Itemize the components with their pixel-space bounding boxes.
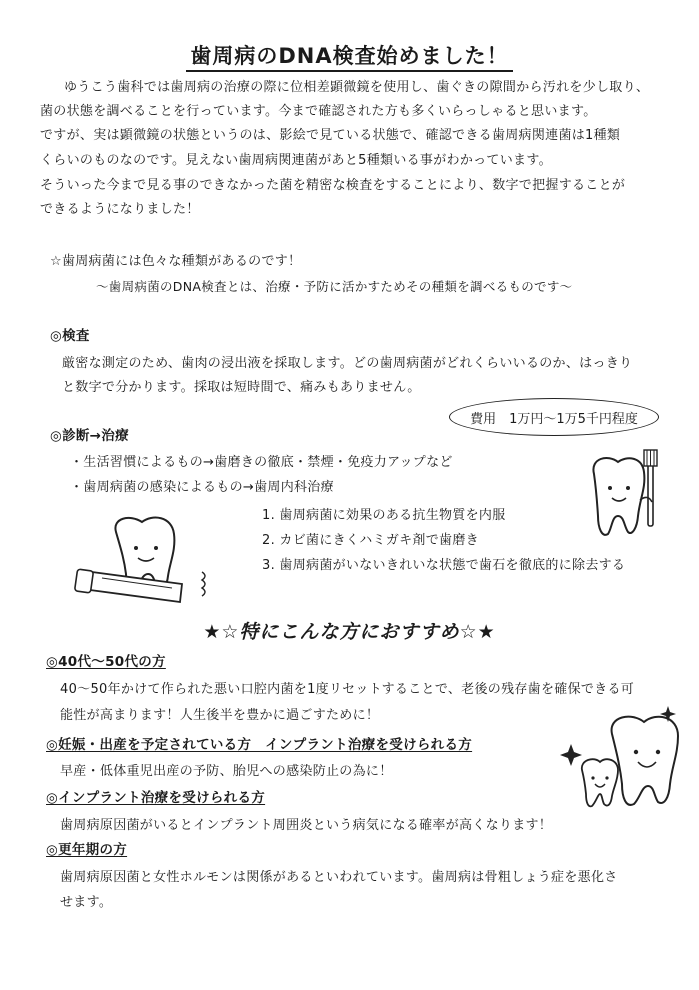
recommend-4-line-1: 歯周病原因菌と女性ホルモンは関係があるといわれています。歯周病は骨粗しょう症を悪化さ [60,870,618,885]
diagnosis-item-1: ・生活習慣によるもの→歯磨きの徹底・禁煙・免疫力アップなど [70,455,453,470]
recommend-banner: ★☆特にこんな方におすすめ☆★ [203,621,496,643]
intro-line-6: できるようになりました！ [40,202,200,217]
intro-line-2: 菌の状態を調べることを行っています。今まで確認された方も多くいらっしゃると思います。 [40,104,597,119]
treatment-step-3: 3. 歯周病菌がいないきれいな状態で歯石を徹底的に除去する [262,558,626,573]
diagnosis-item-2: ・歯周病菌の感染によるもの→歯周内科治療 [70,480,334,495]
treatment-step-1: 1. 歯周病菌に効果のある抗生物質を内服 [262,508,506,523]
variety-heading: ☆歯周病菌には色々な種類があるのです！ [50,254,302,269]
fee-text: 費用 1万円～1万5千円程度 [470,411,638,427]
treatment-step-2: 2. カビ菌にきくハミガキ剤で歯磨き [262,533,479,548]
exam-heading: ◎検査 [50,328,90,344]
intro-line-3: ですが、実は顕微鏡の状態というのは、影絵で見ている状態で、確認できる歯周病関連菌は1種類 [40,128,621,143]
exam-line-1: 厳密な測定のため、歯肉の浸出液を採取します。どの歯周病菌がどれくらいいるのか、はっきり [62,356,633,371]
diagnosis-heading: ◎診断→治療 [50,428,129,444]
page-title: 歯周病のDNA検査始めました！ [0,40,699,70]
recommend-2-line-1: 早産・低体重児出産の予防、胎児への感染防止の為に！ [60,764,393,779]
tooth-with-toothpaste-illustration [72,512,232,612]
intro-line-4: くらいのものなのです。見えない歯周病関連菌があと5種類いる事がわかっています。 [40,153,552,168]
recommend-4-heading: ◎更年期の方 [46,842,128,858]
recommend-1-heading: ◎40代～50代の方 [46,654,166,670]
recommend-3-line-1: 歯周病原因菌がいるとインプラント周囲炎という病気になる確率が高くなります！ [60,818,553,833]
recommend-1-line-1: 40～50年かけて作られた悪い口腔内菌を1度リセットすることで、老後の残存歯を確保できる可 [60,682,635,697]
intro-line-1: ゆうこう歯科では歯周病の治療の際に位相差顕微鏡を使用し、歯ぐきの隙間から汚れを少し取り、 [64,80,650,95]
intro-line-5: そういった今まで見る事のできなかった菌を精密な検査をすることにより、数字で把握することが [40,178,626,193]
exam-line-2: と数字で分かります。採取は短時間で、痛みもありません。 [62,380,421,395]
variety-sub: ～歯周病菌のDNA検査とは、治療・予防に活かすためその種類を調べるものです～ [96,279,573,294]
recommend-1-line-2: 能性が高まります！人生後半を豊かに過ごすために！ [60,708,380,723]
recommend-4-line-2: せます。 [60,895,113,910]
recommend-2-heading: ◎妊娠・出産を予定されている方 インプラント治療を受けられる方 [46,737,473,753]
fee-badge [449,398,659,436]
recommend-3-heading: ◎インプラント治療を受けられる方 [46,790,266,806]
two-teeth-illustration [560,704,690,824]
tooth-with-toothbrush-illustration [582,446,667,544]
